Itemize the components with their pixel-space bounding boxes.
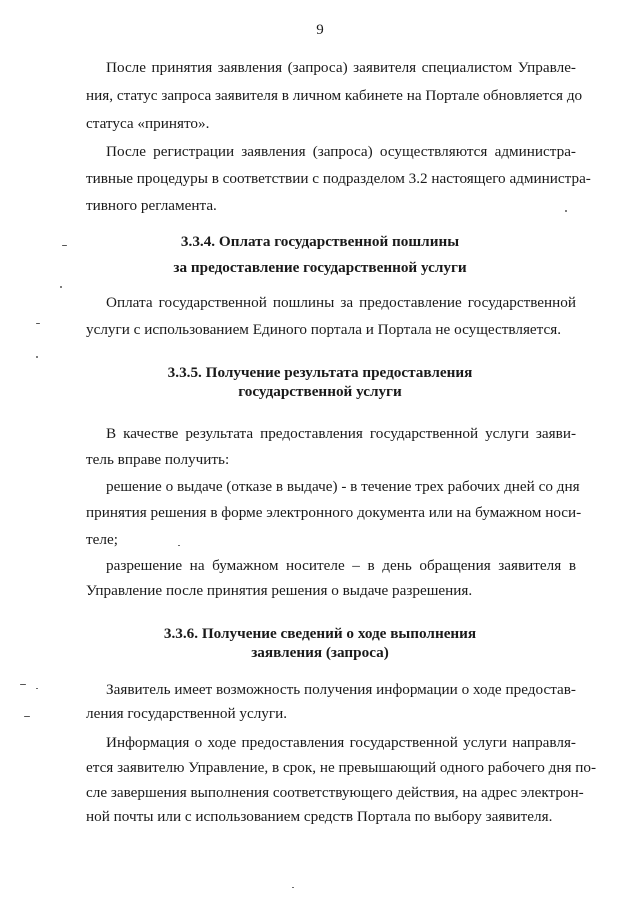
scan-speck	[60, 286, 62, 288]
section-heading: 3.3.4. Оплата государственной пошлины	[180, 233, 460, 250]
scan-speck	[36, 323, 40, 324]
paragraph-line: Информация о ходе предоставления государственной услуги направля-	[106, 734, 576, 751]
paragraph-line: ния, статус запроса заявителя в личном кабинете на Портале обновляется до	[86, 87, 583, 104]
scan-speck	[62, 245, 67, 246]
paragraph-line: Управление после принятия решения о выдаче разрешения.	[86, 582, 473, 599]
section-heading: государственной услуги	[238, 383, 402, 400]
scan-speck	[24, 716, 30, 717]
paragraph-line: тель вправе получить:	[86, 451, 230, 468]
paragraph-line: сле завершения выполнения соответствующего действия, на адрес электрон-	[86, 784, 584, 801]
section-heading: заявления (запроса)	[251, 644, 389, 661]
paragraph-line: После регистрации заявления (запроса) осуществляются администра-	[106, 143, 576, 160]
section-heading: за предоставление государственной услуги	[173, 259, 467, 276]
paragraph-line: принятия решения в форме электронного документа или на бумажном носи-	[86, 504, 582, 521]
scan-speck	[36, 688, 38, 689]
scan-speck	[36, 356, 38, 358]
paragraph-line: решение о выдаче (отказе в выдаче) - в течение трех рабочих дней со дня	[106, 478, 580, 495]
paragraph-line: ления государственной услуги.	[86, 705, 288, 722]
paragraph-line: ной почты или с использованием средств Портала по выбору заявителя.	[86, 808, 553, 825]
paragraph-line: Заявитель имеет возможность получения информации о ходе предостав-	[106, 681, 576, 698]
section-heading: 3.3.5. Получение результата предоставления	[167, 364, 473, 381]
paragraph-line: разрешение на бумажном носителе – в день обращения заявителя в	[106, 557, 576, 574]
paragraph-line: теле;	[86, 531, 118, 548]
paragraph-line: ется заявителю Управление, в срок, не превышающий одного рабочего дня по-	[86, 759, 597, 776]
paragraph-line: статуса «принято».	[86, 115, 210, 132]
scan-speck	[20, 684, 26, 685]
paragraph-line: В качестве результата предоставления государственной услуги заяви-	[106, 425, 576, 442]
section-heading: 3.3.6. Получение сведений о ходе выполнения	[163, 625, 477, 642]
paragraph-line: Оплата государственной пошлины за предоставление государственной	[106, 294, 576, 311]
scan-speck	[292, 887, 294, 888]
paragraph-line: После принятия заявления (запроса) заявителя специалистом Управле-	[106, 59, 576, 76]
page-number: 9	[316, 22, 324, 38]
paragraph-line: услуги с использованием Единого портала и Портала не осуществляется.	[86, 321, 562, 338]
paragraph-line: тивные процедуры в соответствии с подразделом 3.2 настоящего администра-	[86, 170, 591, 187]
scan-speck	[565, 210, 567, 212]
scan-speck	[178, 545, 180, 546]
paragraph-line: тивного регламента.	[86, 197, 217, 214]
